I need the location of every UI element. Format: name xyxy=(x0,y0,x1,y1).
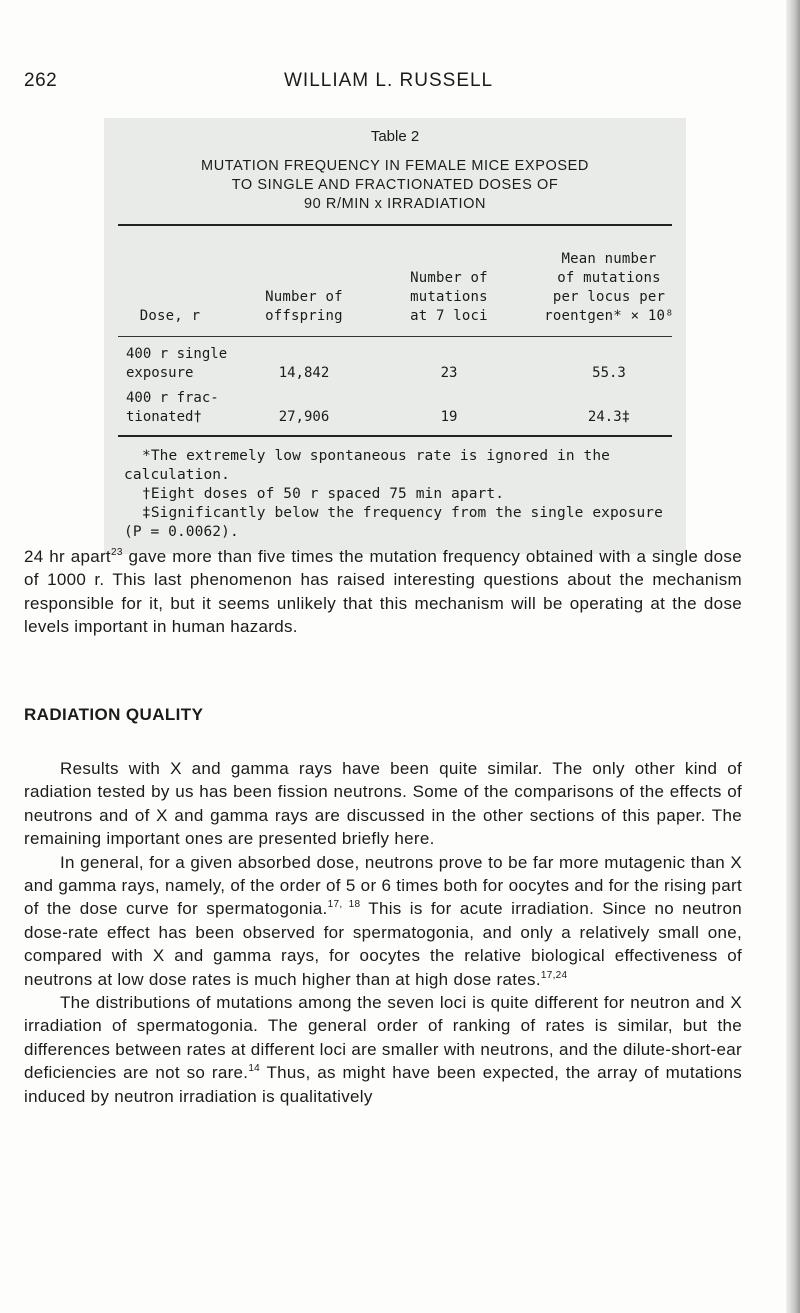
paragraph: In general, for a given absorbed dose, neutrons prove to be far more mutagenic than X and gamma rays, namely, of the order of 5 or 6 times both for oocytes and for the rising part of the dose curve for spermatogonia.$^{17, 18}$ This is for acute irradiation. Since no neutron dose-rate effect has been observed for spermatogonia, and only a relatively small one, compared with X and gamma rays, for oocytes the relative biological effectiveness of neutrons at low dose rates is much higher than at high dose rates.$^{17,24}$ xyxy=(24,852,742,989)
table-row xyxy=(104,343,686,383)
page-header xyxy=(24,70,740,100)
row-mean: 55.3 xyxy=(592,365,626,381)
page-edge-shadow xyxy=(786,0,800,1313)
footnote-double-dagger: ‡Significantly below the frequency from the single exposure (P = 0.0062). xyxy=(124,505,663,540)
page-number: 262 xyxy=(24,70,58,91)
row-mutations: 19 xyxy=(440,409,458,425)
paragraph: The distributions of mutations among the seven loci is quite different for neutron and X irradiation of spermatogonia. The general order of ranking of rates is similar, but the differences between rates at different loci are smaller with neutrons, and the dilute-short-ear deficiencies are not so rare.$^{14}$ Thus, as might have been expected, the array of mutations induced by neutron irradiation is qualitatively xyxy=(24,993,742,1106)
running-head: WILLIAM L. RUSSELL xyxy=(284,70,494,91)
table-number: Table 2 xyxy=(370,128,420,145)
table-footnotes xyxy=(124,447,666,542)
paragraph-continued: 24 hr apart$^{23}$ gave more than five times the mutation frequency obtained with a single dose of 1000 r. This last phenomenon has raised interesting questions about the mechanism responsible for it, but it seems unlikely that this mechanism will be operating at the dose levels important in human hazards. xyxy=(24,547,742,637)
row-mutations: 23 xyxy=(440,365,458,381)
table-header xyxy=(104,226,686,336)
table-row xyxy=(104,387,686,427)
col-header-offspring: Number of offspring xyxy=(265,289,343,324)
section-body xyxy=(24,757,742,1108)
table-title: MUTATION FREQUENCY IN FEMALE MICE EXPOSED TO SINGLE AND FRACTIONATED DOSES OF 90 R/MIN x IRRADIATION xyxy=(201,158,589,212)
table-bottom-rule xyxy=(118,435,672,437)
row-dose: 400 r frac- tionated† xyxy=(126,390,219,425)
row-dose: 400 r single exposure xyxy=(126,346,228,381)
table-body xyxy=(104,337,686,435)
section-heading: RADIATION QUALITY xyxy=(24,705,204,724)
col-header-mean: Mean number of mutations per locus per roentgen* × 10⁸ xyxy=(544,251,674,324)
table-2 xyxy=(104,118,686,554)
col-header-dose: Dose, r xyxy=(139,308,201,324)
row-mean: 24.3‡ xyxy=(587,409,631,425)
paragraph: Results with X and gamma rays have been quite similar. The only other kind of radiation tested by us has been fission neutrons. Some of the comparisons of the effects of neutrons and of X and gamma rays are discussed in the other sections of this paper. The remaining important ones are presented briefly here. xyxy=(24,759,742,849)
footnote-asterisk: *The extremely low spontaneous rate is ignored in the calculation. xyxy=(124,448,610,483)
row-offspring: 14,842 xyxy=(278,365,330,381)
row-offspring: 27,906 xyxy=(278,409,330,425)
col-header-mutations: Number of mutations at 7 loci xyxy=(410,270,488,324)
footnote-dagger: †Eight doses of 50 r spaced 75 min apart. xyxy=(142,486,505,502)
